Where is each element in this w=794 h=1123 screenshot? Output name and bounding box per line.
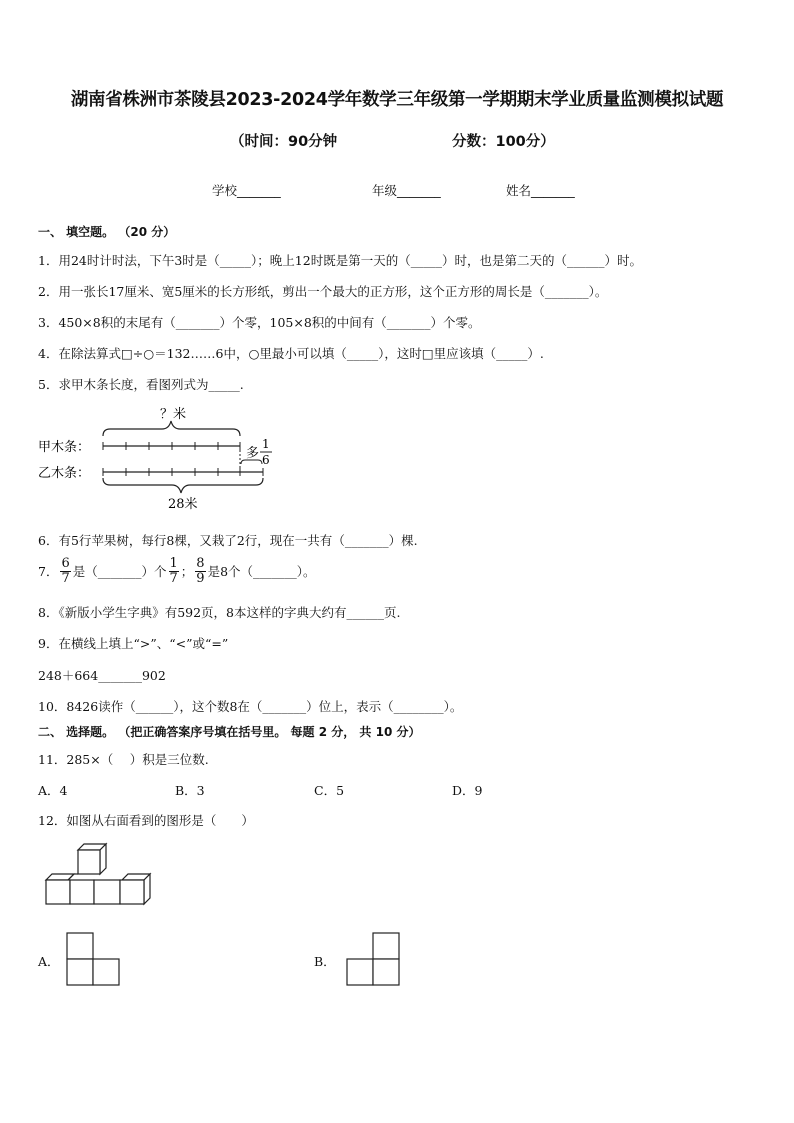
q7-part-a: 是（_______）个 (72, 564, 167, 580)
section-2-title: 二、 选择题。 （把正确答案序号填在括号里。 每题 2 分， 共 10 分） (38, 725, 421, 739)
wood-strip-diagram (34, 402, 294, 517)
q12-option-a-label: A． (38, 954, 60, 969)
question-6: 6．有5行苹果树，每行8棵，又栽了2行，现在一共有（_______）棵. (38, 533, 418, 548)
q11-option-c: C．5 (314, 783, 345, 798)
extra-fraction-num: 1 (262, 437, 270, 451)
question-12: 12．如图从右面看到的图形是（ ） (38, 813, 254, 828)
extra-fraction-den: 6 (262, 453, 270, 467)
q11-option-a: A．4 (38, 783, 68, 798)
question-4: 4．在除法算式□÷○＝132……6中，○里最小可以填（_____），这时□里应该填（_____）. (38, 346, 544, 361)
q11-option-b: B．3 (175, 783, 205, 798)
question-8: 8．《新版小学生字典》有592页，8本这样的字典大约有______页. (38, 605, 401, 620)
fraction-8-9: $\frac{8}{9}$ (196, 556, 205, 586)
row1-label: 甲木条： (38, 440, 91, 455)
question-9: 9．在横线上填上“>”、“<”或“=” (38, 636, 229, 651)
exam-score: 分数：100分） (452, 134, 555, 150)
q12-option-b-label: B． (314, 954, 336, 969)
q12-option-a-figure (64, 930, 124, 990)
question-2: 2．用一张长17厘米、宽5厘米的长方形纸，剪出一个最大的正方形，这个正方形的周长是（_______）。 (38, 284, 608, 299)
question-3: 3．450×8积的末尾有（_______）个零，105×8积的中间有（_______）个零。 (38, 315, 481, 330)
question-1: 1．用24时计时法，下午3时是（_____）；晚上12时既是第一天的（_____）时，也是第二天的（______）时。 (38, 253, 642, 268)
section-1-title: 一、 填空题。 （20 分） (38, 225, 176, 239)
exam-time: （时间：90分钟 (230, 134, 338, 150)
row2-label: 乙木条： (38, 466, 91, 481)
q7-separator: ； (180, 564, 194, 580)
question-10: 10．8426读作（______），这个数8在（_______）位上，表示（________）。 (38, 699, 463, 714)
question-7 (38, 557, 316, 585)
bottom-brace (103, 478, 263, 493)
grade-field: 年级_______ (372, 183, 441, 198)
q7-prefix: 7． (38, 564, 59, 580)
exam-info (0, 130, 794, 152)
question-9-expression: 248＋664_______902 (38, 668, 166, 683)
name-field: 姓名_______ (506, 183, 575, 198)
q7-part-b: 是8个（_______）。 (207, 564, 316, 580)
top-brace (103, 421, 240, 436)
question-5: 5．求甲木条长度，看图列式为_____. (38, 377, 244, 392)
diagram-question-label: ？米 (160, 407, 187, 422)
school-field: 学校_______ (212, 183, 281, 198)
q11-option-d: D．9 (452, 783, 483, 798)
page-title: 湖南省株洲市茶陵县2023-2024学年数学三年级第一学期期末学业质量监测模拟试题 (70, 90, 724, 110)
q12-option-b-figure (344, 930, 404, 990)
cube-stack-figure (40, 840, 160, 910)
question-11: 11．285×（ ）积是三位数. (38, 752, 209, 767)
fraction-6-7: $\frac{6}{7}$ (61, 556, 70, 586)
fraction-1-7: $\frac{1}{7}$ (169, 556, 178, 586)
diagram-total-label: 28米 (168, 497, 198, 512)
extra-prefix: 多 (246, 446, 260, 461)
